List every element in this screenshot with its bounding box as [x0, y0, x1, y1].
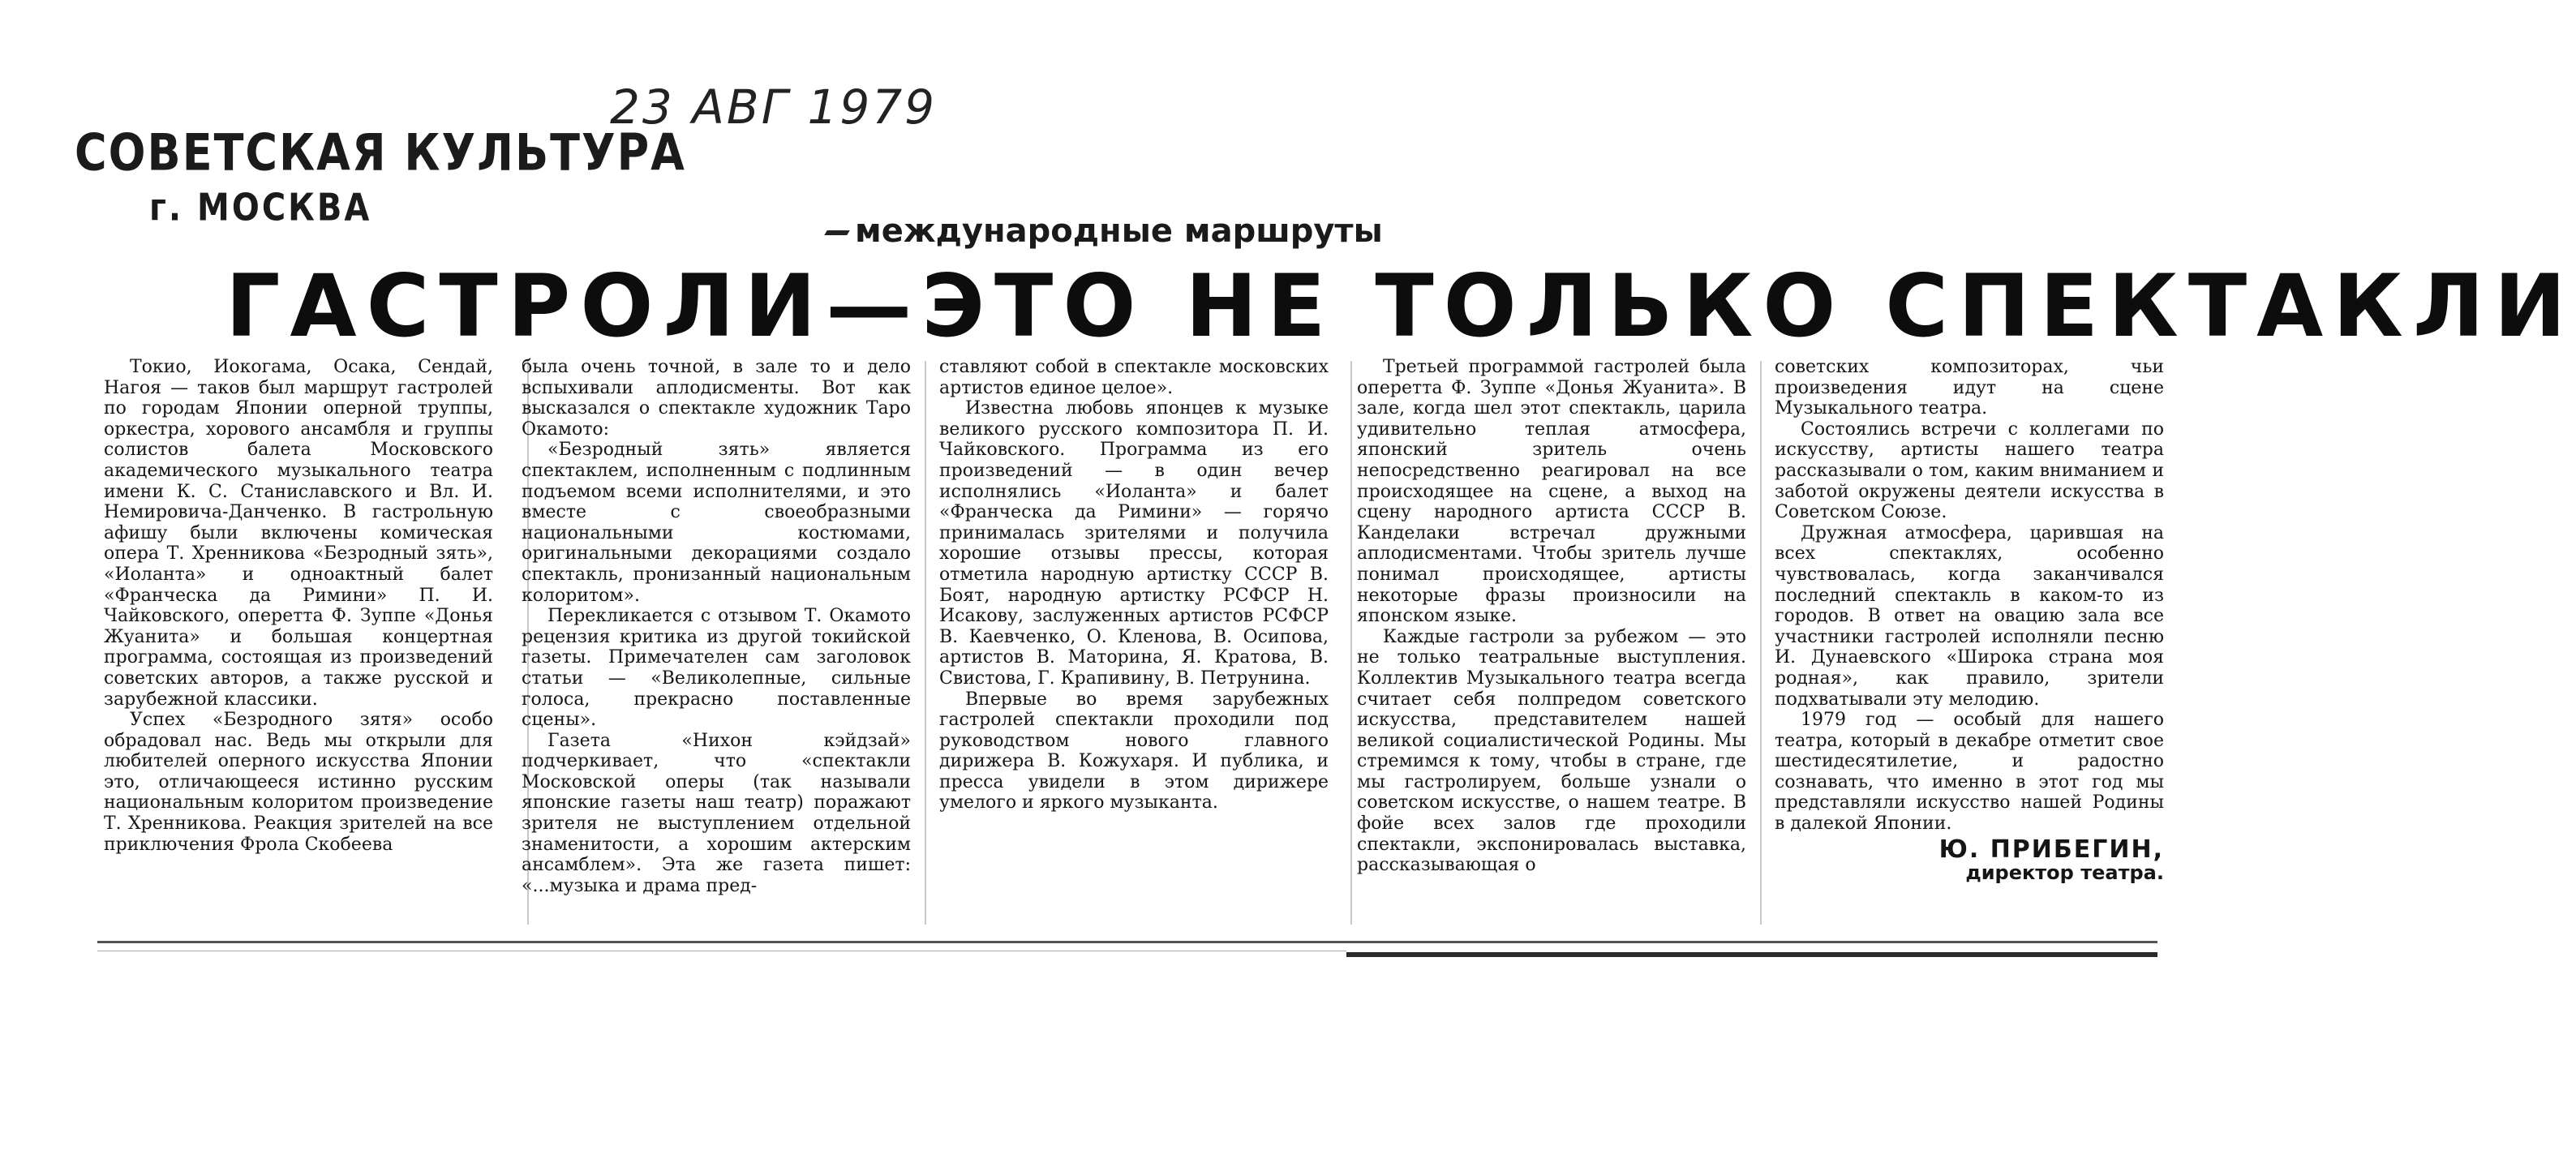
- column-5: [1775, 357, 2164, 949]
- paragraph: Перекликается с отзывом Т. Окамото рецензия критика из другой токийской газеты. Примечателен сам заголовок статьи — «Великолепные, сильные голоса, прекрасно поставленные сцены».: [522, 606, 911, 731]
- article-headline: ГАСТРОЛИ—ЭТО НЕ ТОЛЬКО СПЕКТАКЛИ: [225, 256, 2576, 356]
- rubric-mark: [824, 230, 849, 235]
- paragraph: «Безродный зять» является спектаклем, исполненным с подлинным подъемом всеми исполнителями, и это вместе с своеобразными национальными костюмами, оригинальными декорациями создало спектакль, пронизанный национальным колоритом».: [522, 440, 911, 606]
- rubric-text: международные маршруты: [855, 212, 1383, 250]
- author-name: Ю. ПРИБЕГИН,: [1938, 835, 2164, 864]
- author-role: директор театра.: [1965, 861, 2164, 885]
- paragraph: 1979 год — особый для нашего театра, который в декабре отметит свое шестидесятилетие, и радостно сознавать, что именно в этот год мы представляли искусство нашей Родины в далекой Японии.: [1775, 710, 2164, 835]
- paragraph: была очень точной, в зале то и дело вспыхивали аплодисменты. Вот как высказался о спектакле художник Таро Окамото:: [522, 357, 911, 440]
- column-4: [1357, 357, 1746, 949]
- paragraph: Известна любовь японцев к музыке великого русского композитора П. И. Чайковского. Программа из его произведений — в один вечер исполнялись «Иоланта» и балет «Франческа да Римини» — горячо принималась зрителями и получила хорошие отзывы прессы, которая отметила народную артистку СССР В. Боят, народную артистку РСФСР Н. Исакову, заслуженных артистов РСФСР В. Каевченко, О. Кленова, В. Осипова, артистов В. Маторина, Я. Кратова, В. Свистова, Г. Крапивину, В. Петрунина.: [939, 398, 1329, 689]
- paragraph: Дружная атмосфера, царившая на всех спектаклях, особенно чувствовалась, когда заканчивался последний спектакль в каком-то из городов. В ответ на овацию зала все участники гастролей исполняли песню И. Дунаевского «Широка страна моя родная», как правило, зрители подхватывали эту мелодию.: [1775, 522, 2164, 710]
- paragraph: Успех «Безродного зятя» особо обрадовал нас. Ведь мы открыли для любителей оперного искусства Японии это, отличающееся истинно русским национальным колоритом произведение Т. Хренникова. Реакция зрителей на все приключения Фрола Скобеева: [104, 710, 493, 855]
- newspaper-stamp: [75, 124, 686, 234]
- paragraph: Третьей программой гастролей была оперетта Ф. Зуппе «Донья Жуанита». В зале, когда шел этот спектакль, царила удивительно теплая атмосфера, японский зритель очень непосредственно реагировал на все происходящее на сцене, а выход на сцену народного артиста СССР В. Канделаки встречал дружными аплодисментами. Чтобы зритель лучше понимал происходящее, артисты некоторые фразы произносили на японском языке.: [1357, 357, 1746, 627]
- column-2: [522, 357, 911, 949]
- rubric: [826, 212, 1383, 250]
- paragraph: Токио, Иокогама, Осака, Сендай, Нагоя — таков был маршрут гастролей по городам Японии оперной труппы, оркестра, хорового ансамбля и группы солистов балета Московского академического музыкального театра имени К. С. Станиславского и Вл. И. Немировича-Данченко. В гастрольную афишу были включены комическая опера Т. Хренникова «Безродный зять», «Иоланта» и одноактный балет «Франческа да Римини» П. И. Чайковского, оперетта Ф. Зуппе «Донья Жуанита» и большая концертная программа, состоящая из произведений советских авторов, а также русской и зарубежной классики.: [104, 357, 493, 710]
- article-body: [104, 357, 2164, 949]
- paragraph: советских композиторах, чьи произведения идут на сцене Музыкального театра.: [1775, 357, 2164, 419]
- column-3: [939, 357, 1329, 949]
- paragraph: Газета «Нихон кэйдзай» подчеркивает, что «спектакли Московской оперы (так называли японские газеты наш театр) поражают зрителя не выступлением отдельной знаменитости, а хорошим актерским ансамблем». Эта же газета пишет: «...музыка и драма пред-: [522, 730, 911, 896]
- column-1: [104, 357, 493, 949]
- paragraph: Состоялись встречи с коллегами по искусству, артисты нашего театра рассказывали о том, каким вниманием и заботой окружены деятели искусства в Советском Союзе.: [1775, 419, 2164, 523]
- paragraph: Впервые во время зарубежных гастролей спектакли проходили под руководством нового главного дирижера В. Кожухаря. И публика, и пресса увидели в этом дирижере умелого и яркого музыканта.: [939, 689, 1329, 813]
- newspaper-name: СОВЕТСКАЯ КУЛЬТУРА: [75, 123, 686, 182]
- bottom-rule: [97, 941, 2157, 943]
- newspaper-city: г. МОСКВА: [149, 187, 372, 230]
- bottom-rule-thick: [1346, 952, 2157, 957]
- paragraph: ставляют собой в спектакле московских артистов единое целое».: [939, 357, 1329, 398]
- date-stamp: 23 АВГ 1979: [610, 79, 938, 135]
- paragraph: Каждые гастроли за рубежом — это не только театральные выступления. Коллектив Музыкального театра всегда считает себя полпредом советского искусства, представителем нашей великой социалистической Родины. Мы стремимся к тому, чтобы в стране, где мы гастролируем, больше узнали о советском искусстве, о нашем театре. В фойе всех залов где проходили спектакли, экспонировалась выставка, рассказывающая о: [1357, 626, 1746, 876]
